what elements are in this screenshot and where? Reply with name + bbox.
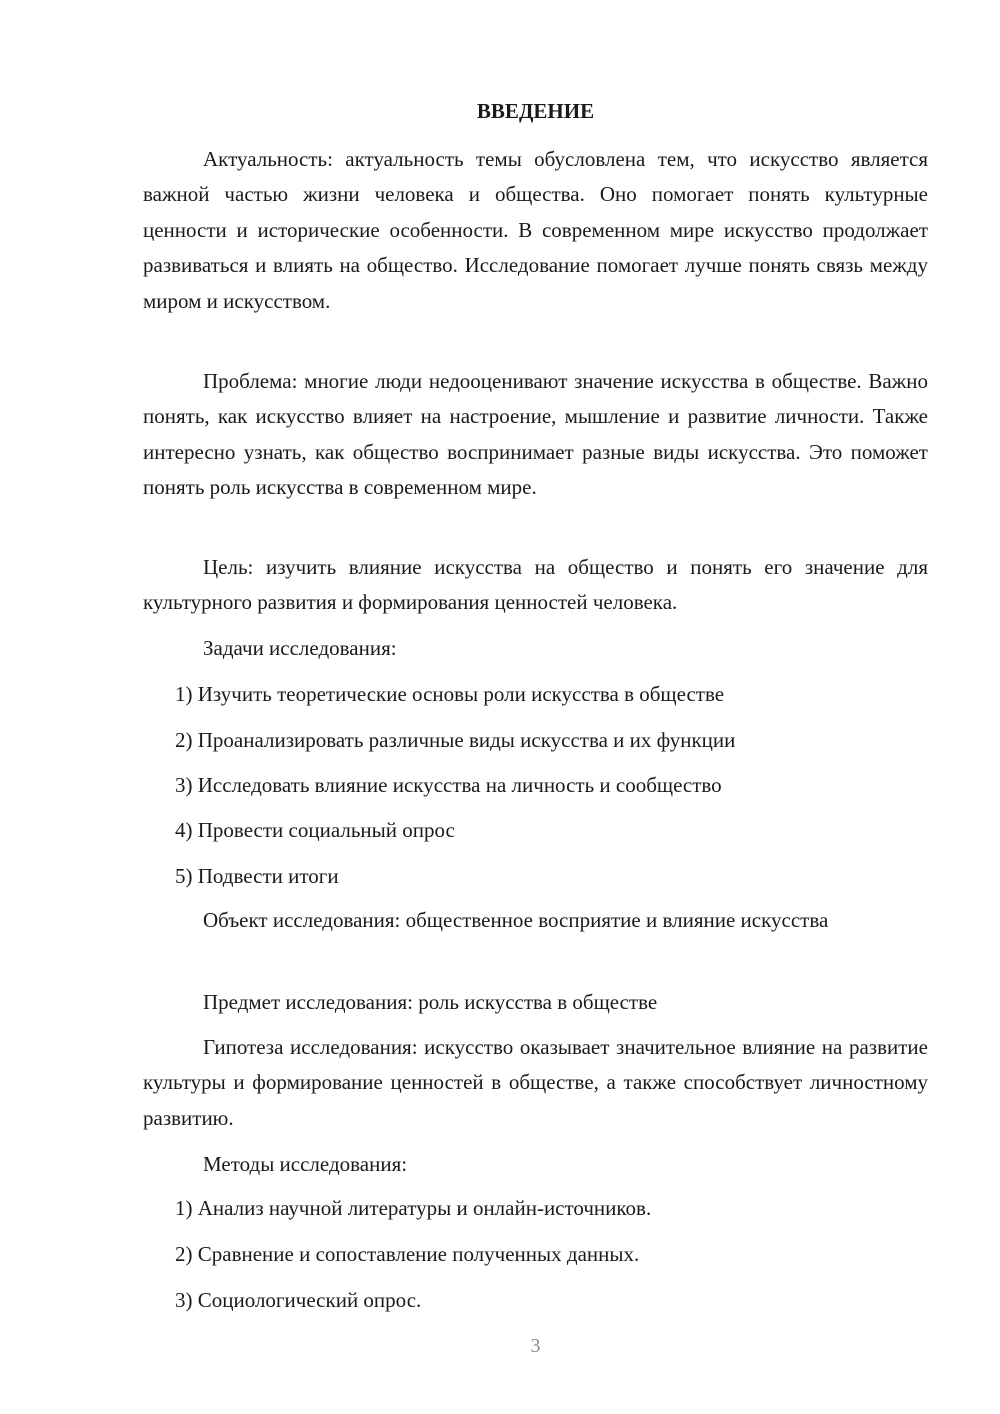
goal-paragraph: Цель: изучить влияние искусства на общество и понять его значение для культурного развития и формирования ценностей человека. xyxy=(143,555,928,615)
subject-paragraph: Предмет исследования: роль искусства в обществе xyxy=(203,990,658,1014)
task-item: 2) Проанализировать различные виды искусства и их функции xyxy=(175,728,736,752)
method-item: 1) Анализ научной литературы и онлайн-источников. xyxy=(175,1196,652,1220)
hypothesis-paragraph: Гипотеза исследования: искусство оказывает значительное влияние на развитие культуры и формирование ценностей в обществе, а также способствует личностному развитию. xyxy=(143,1035,928,1130)
method-item: 3) Социологический опрос. xyxy=(175,1288,422,1312)
page-number: 3 xyxy=(530,1335,541,1357)
relevance-paragraph: Актуальность: актуальность темы обусловлена тем, что искусство является важной частью жизни человека и общества. Оно помогает понять культурные ценности и исторические особенности. В современном мире искусство продолжает развиваться и влиять на общество. Исследование помогает лучше понять связь между миром и искусством. xyxy=(143,147,928,313)
task-item: 5) Подвести итоги xyxy=(175,864,339,888)
tasks-heading: Задачи исследования: xyxy=(203,636,397,660)
problem-paragraph: Проблема: многие люди недооценивают значение искусства в обществе. Важно понять, как искусство влияет на настроение, мышление и развитие личности. Также интересно узнать, как общество воспринимает разные виды искусства. Это поможет понять роль искусства в современном мире. xyxy=(143,369,928,500)
task-item: 3) Исследовать влияние искусства на личность и сообщество xyxy=(175,773,722,797)
page-title: ВВЕДЕНИЕ xyxy=(476,99,595,123)
task-item: 4) Провести социальный опрос xyxy=(175,818,455,842)
task-item: 1) Изучить теоретические основы роли искусства в обществе xyxy=(175,682,725,706)
methods-heading: Методы исследования: xyxy=(203,1152,408,1176)
object-paragraph: Объект исследования: общественное восприятие и влияние искусства xyxy=(203,908,829,932)
method-item: 2) Сравнение и сопоставление полученных данных. xyxy=(175,1242,640,1266)
document-page xyxy=(143,0,928,1414)
